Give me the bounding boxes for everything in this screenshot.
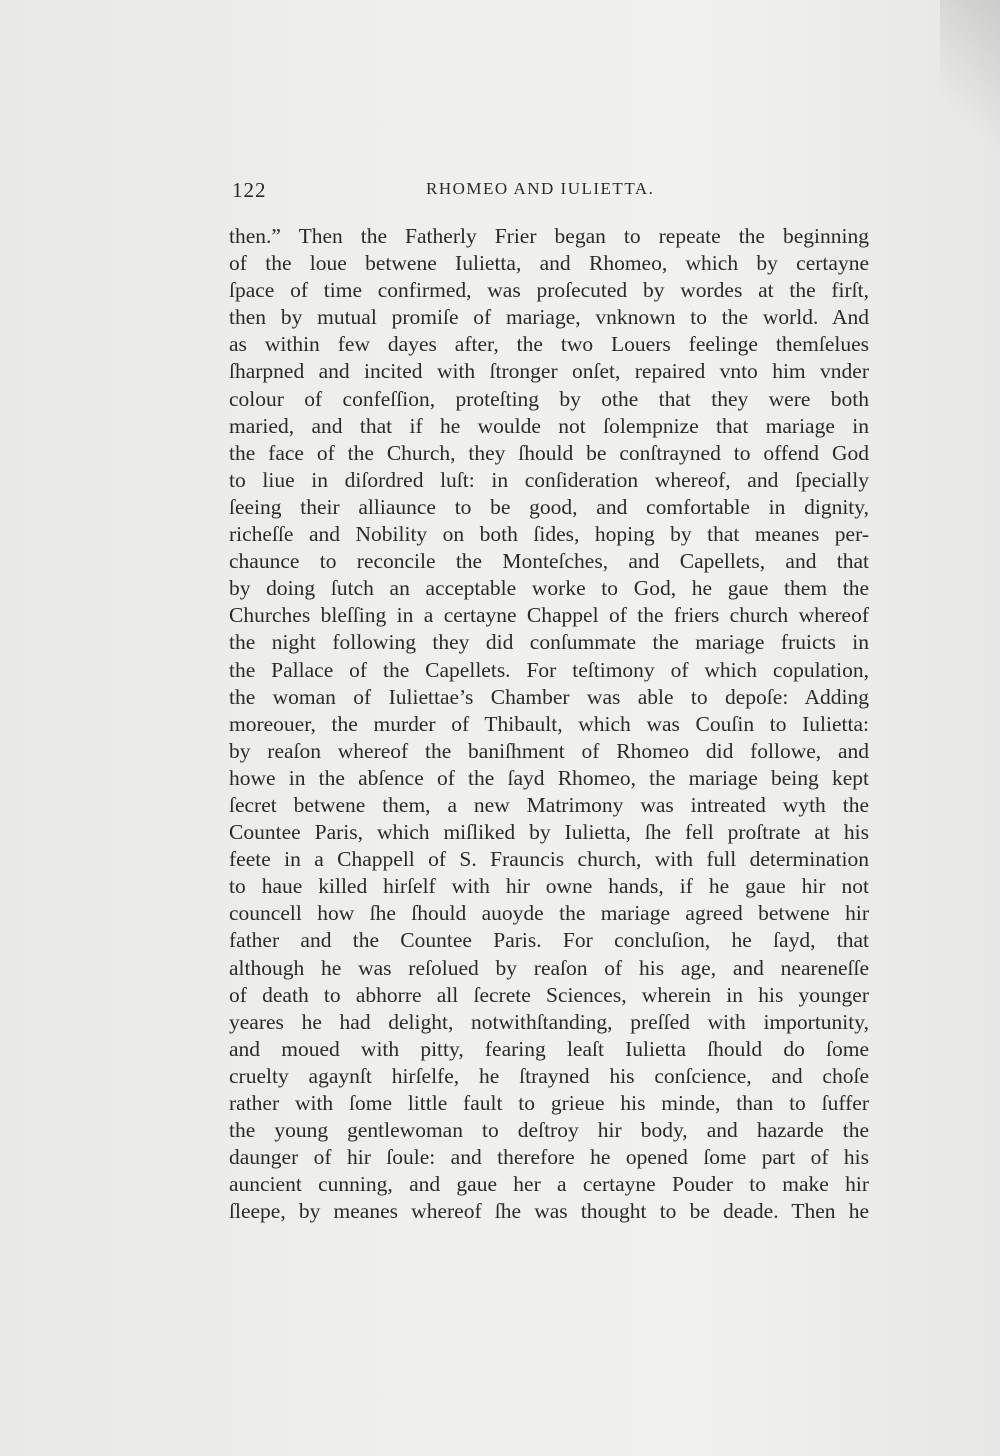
text-line: the young gentlewoman to deſtroy hir body, and hazarde the xyxy=(229,1118,869,1143)
text-line: richeſſe and Nobility on both ſides, hoping by that meanes per- xyxy=(229,522,869,547)
text-line: Churches bleſſing in a certayne Chappel of the friers church whereof xyxy=(229,603,869,628)
text-line: of the loue betwene Iulietta, and Rhomeo, which by certayne xyxy=(229,251,869,276)
text-line: of death to abhorre all ſecrete Sciences, wherein in his younger xyxy=(229,982,869,1007)
text-line: feete in a Chappell of S. Frauncis church, with full determination xyxy=(229,847,869,872)
text-line: Countee Paris, which miſliked by Iulietta, ſhe fell proſtrate at his xyxy=(229,820,869,845)
text-line: ſecret betwene them, a new Matrimony was intreated wyth the xyxy=(229,792,869,817)
text-line: although he was reſolued by reaſon of his age, and neareneſſe xyxy=(229,955,869,980)
page-corner-shadow xyxy=(940,0,1000,200)
text-line: maried, and that if he woulde not ſolempnize that mariage in xyxy=(229,413,869,438)
text-line: ſpace of time confirmed, was proſecuted by wordes at the firſt, xyxy=(229,278,869,303)
text-line: ſeeing their alliaunce to be good, and comfortable in dignity, xyxy=(229,494,869,519)
text-line: daunger of hir ſoule: and therefore he opened ſome part of his xyxy=(229,1145,869,1170)
text-line: rather with ſome little fault to grieue his minde, than to ſuffer xyxy=(229,1091,869,1115)
text-line: then by mutual promiſe of mariage, vnknown to the world. And xyxy=(229,305,869,330)
page-number: 122 xyxy=(232,178,267,202)
running-title: RHOMEO AND IULIETTA. xyxy=(426,179,655,198)
text-line: by doing ſutch an acceptable worke to God, he gaue them the xyxy=(229,576,869,601)
text-line: as within few dayes after, the two Louers feelinge themſelues xyxy=(229,332,869,357)
body-text xyxy=(229,223,869,1225)
text-line: by reaſon whereof the baniſhment of Rhomeo did followe, and xyxy=(229,738,869,763)
text-line: father and the Countee Paris. For concluſion, he ſayd, that xyxy=(229,928,869,953)
text-line: councell how ſhe ſhould auoyde the mariage agreed betwene hir xyxy=(229,901,869,926)
text-line: to haue killed hirſelf with hir owne hands, if he gaue hir not xyxy=(229,874,869,899)
text-line: cruelty agaynſt hirſelfe, he ſtrayned his conſcience, and choſe xyxy=(229,1063,869,1088)
text-line: the night following they did conſummate the mariage fruicts in xyxy=(229,630,869,655)
text-line: auncient cunning, and gaue her a certayne Pouder to make hir xyxy=(229,1172,869,1197)
text-line: moreouer, the murder of Thibault, which was Couſin to Iulietta: xyxy=(229,711,869,736)
text-line: chaunce to reconcile the Monteſches, and Capellets, and that xyxy=(229,549,869,574)
text-line: howe in the abſence of the ſayd Rhomeo, the mariage being kept xyxy=(229,765,869,790)
text-line: yeares he had delight, notwithſtanding, preſſed with importunity, xyxy=(229,1009,869,1034)
running-head xyxy=(232,178,868,204)
text-line: to liue in diſordred luſt: in conſideration whereof, and ſpecially xyxy=(229,467,869,492)
text-line: the face of the Church, they ſhould be conſtrayned to offend God xyxy=(229,440,869,465)
text-line: the Pallace of the Capellets. For teſtimony of which copulation, xyxy=(229,657,869,682)
text-line: and moued with pitty, fearing leaſt Iulietta ſhould do ſome xyxy=(229,1036,869,1061)
text-line: ſharpned and incited with ſtronger onſet, repaired vnto him vnder xyxy=(229,359,869,384)
text-line: then.” Then the Fatherly Frier began to repeate the beginning xyxy=(229,224,869,248)
text-line: colour of confeſſion, proteſting by othe that they were both xyxy=(229,386,869,411)
text-line: the woman of Iuliettae’s Chamber was able to depoſe: Adding xyxy=(229,684,869,709)
text-line: ſleepe, by meanes whereof ſhe was thought to be deade. Then he xyxy=(229,1199,869,1224)
